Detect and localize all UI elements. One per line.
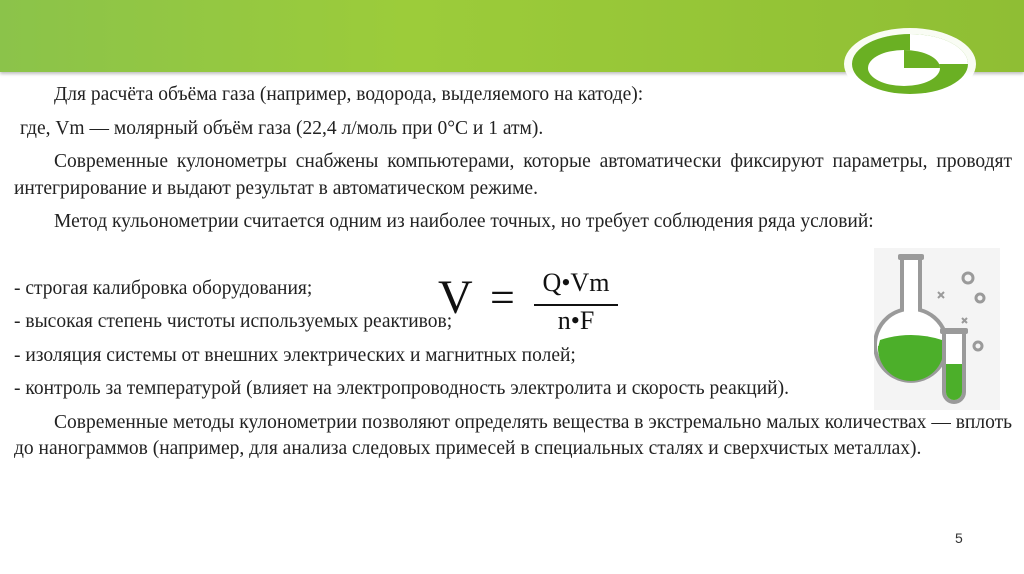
flask-icon (874, 248, 1000, 410)
volume-formula (438, 268, 628, 338)
formula-denominator: n•F (557, 306, 595, 335)
paragraph-volume-intro: Для расчёта объёма газа (например, водорода, выделяемого на катоде): (54, 84, 644, 105)
paragraph-method-conditions: Метод кульонометрии считается одним из наиболее точных, но требует соблюдения ряда условий: (54, 211, 874, 232)
paragraph-modern-methods: Современные методы кулонометрии позволяют определять вещества в экстремально малых количествах — вплоть до нанограммов (например, для анализа следовых примесей в специальных сталях и сверхчистых металлах). (14, 411, 1012, 459)
list-item: - контроль за температурой (влияет на электропроводность электролита и скорость реакций). (14, 378, 789, 399)
list-item: - высокая степень чистоты используемых реактивов; (14, 311, 453, 332)
paragraph-vm-definition: где, Vm — молярный объём газа (22,4 л/моль при 0°С и 1 атм). (20, 117, 544, 139)
formula-numerator: Q•Vm (542, 268, 610, 297)
list-item: - строгая калибровка оборудования; (14, 277, 313, 299)
page-number: 5 (955, 530, 963, 546)
formula-equals: = (490, 273, 515, 322)
list-item: - изоляция системы от внешних электрических и магнитных полей; (14, 344, 576, 366)
paragraph-coulometers: Современные кулонометры снабжены компьютерами, которые автоматически фиксируют параметры, проводят интегрирование и выдают результат в автоматическом режиме. (14, 151, 1012, 199)
formula-lhs: V (438, 271, 473, 324)
